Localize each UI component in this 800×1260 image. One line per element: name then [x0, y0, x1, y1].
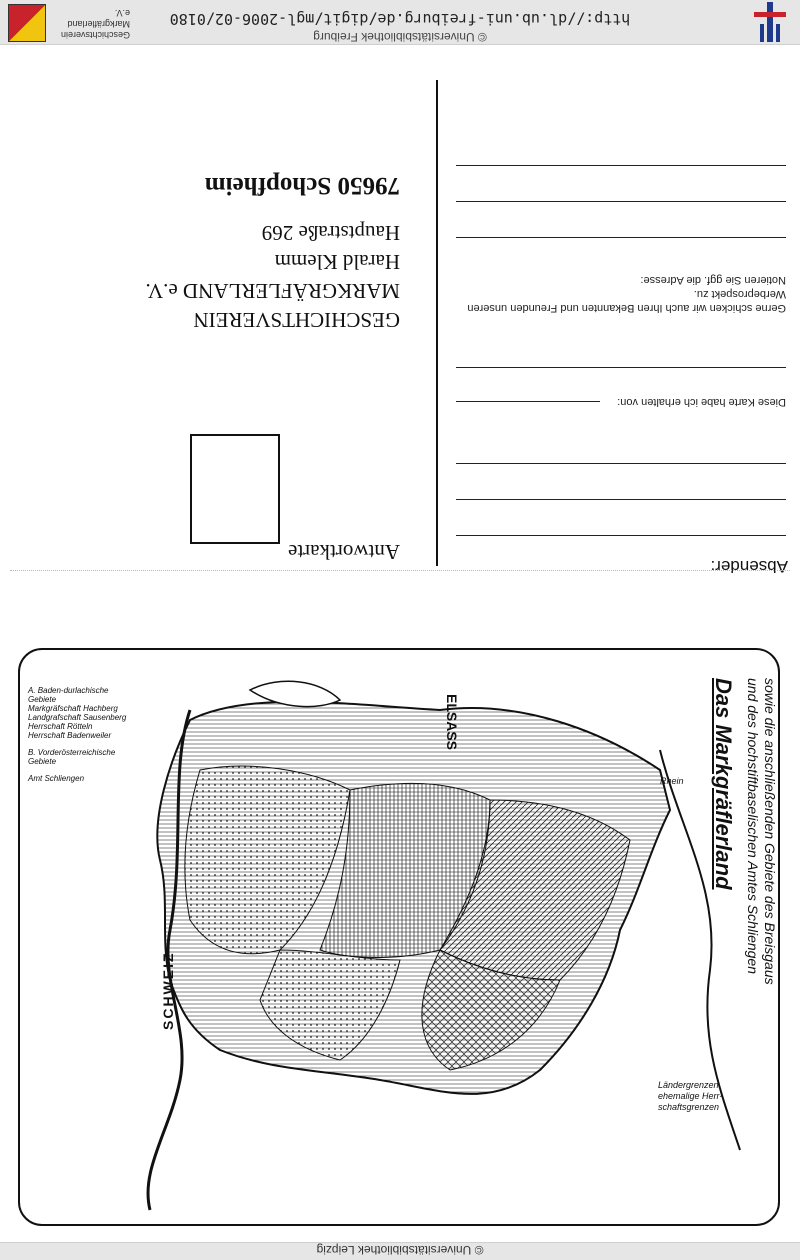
- address-line-2[interactable]: [456, 201, 786, 202]
- footer-credit: © Universitätsbibliothek Leipzig: [316, 1243, 484, 1257]
- map-subtitle-line1: sowie die anschließenden Gebiete des Breisgaus: [762, 678, 778, 985]
- sender-line-2[interactable]: [456, 499, 786, 500]
- legend-item-1: Markgräfschaft Hachberg: [28, 704, 118, 713]
- note-line-3: Notieren Sie ggf. die Adresse:: [640, 274, 786, 286]
- org-label-line2: Markgräflerland e.V.: [67, 8, 130, 29]
- address-line-3[interactable]: [456, 165, 786, 166]
- viewer-footer: [0, 1242, 800, 1260]
- recipient-address: [145, 171, 400, 334]
- fold-line: [10, 570, 790, 571]
- recipient-line1: GESCHICHTSVEREIN: [193, 308, 400, 332]
- viewer-credit: © Universitätsbibliothek Freiburg: [313, 30, 487, 44]
- received-from-line[interactable]: [456, 401, 600, 402]
- sender-section: [440, 44, 800, 584]
- boundary-legend: [658, 1080, 738, 1113]
- sender-label: Absender:: [710, 557, 788, 576]
- sender-line-3[interactable]: [456, 463, 786, 464]
- viewer-url-block: [0, 0, 800, 44]
- map-card: [18, 648, 780, 1226]
- recipient-city: 79650 Schopfheim: [204, 172, 400, 199]
- legend-title: A. Baden-durlachische Gebiete: [28, 686, 109, 704]
- map-legend: [28, 686, 128, 1126]
- card-divider: [436, 80, 438, 566]
- received-from-label: Diese Karte habe ich erhalten von:: [617, 396, 786, 408]
- label-elsass: ELSASS: [444, 694, 460, 751]
- sender-line-1[interactable]: [456, 535, 786, 536]
- library-logo-icon: [750, 2, 790, 42]
- org-label-line1: Geschichtsverein: [60, 30, 130, 40]
- note-line-1: Gerne schicken wir auch Ihren Bekannten und Freunden unseren: [467, 302, 786, 314]
- recipient-line3: Harald Klemm: [274, 250, 400, 274]
- label-rhein: Rhein: [660, 776, 684, 786]
- map-illustration: [20, 650, 778, 1224]
- legend2-title: B. Vorderösterreichische Gebiete: [28, 748, 116, 766]
- stamp-box: [190, 434, 280, 544]
- recipient-line4: Hauptstraße 269: [261, 221, 400, 245]
- map-subtitle-block: [738, 678, 778, 1158]
- boundary-legend-3: schaftsgrenzen: [658, 1102, 720, 1112]
- map-title: Das Markgräflerland: [711, 678, 736, 890]
- label-schweiz: SCHWEIZ: [160, 951, 176, 1030]
- viewer-header: [0, 0, 800, 45]
- legend-item-3: Herrschaft Rötteln: [28, 722, 93, 731]
- legend-item-2: Landgrafschaft Sausenberg: [28, 713, 127, 722]
- contact-line-1[interactable]: [456, 367, 786, 368]
- card-heading: Antwortkarte: [288, 540, 400, 564]
- note-line-2: Werbeprospekt zu.: [693, 288, 786, 300]
- recipient-line2: MARKGRÄFLERLAND e.V.: [145, 279, 400, 303]
- viewer-url[interactable]: http://dl.ub.uni-freiburg.de/digit/mgl-2006-02/0180: [169, 10, 631, 28]
- legend3: Amt Schliengen: [28, 774, 85, 783]
- address-section: [0, 44, 410, 584]
- map-subtitle-line2: und des hochstiftbaselischen Amtes Schliengen: [745, 678, 761, 974]
- boundary-legend-2: ehemalige Herr-: [658, 1091, 723, 1101]
- map-subtitle: [744, 678, 778, 985]
- address-line-1[interactable]: [456, 237, 786, 238]
- reply-postcard: [0, 44, 800, 584]
- boundary-legend-1: Ländergrenzen: [658, 1080, 719, 1090]
- legend-item-4: Herrschaft Badenweiler: [28, 731, 112, 740]
